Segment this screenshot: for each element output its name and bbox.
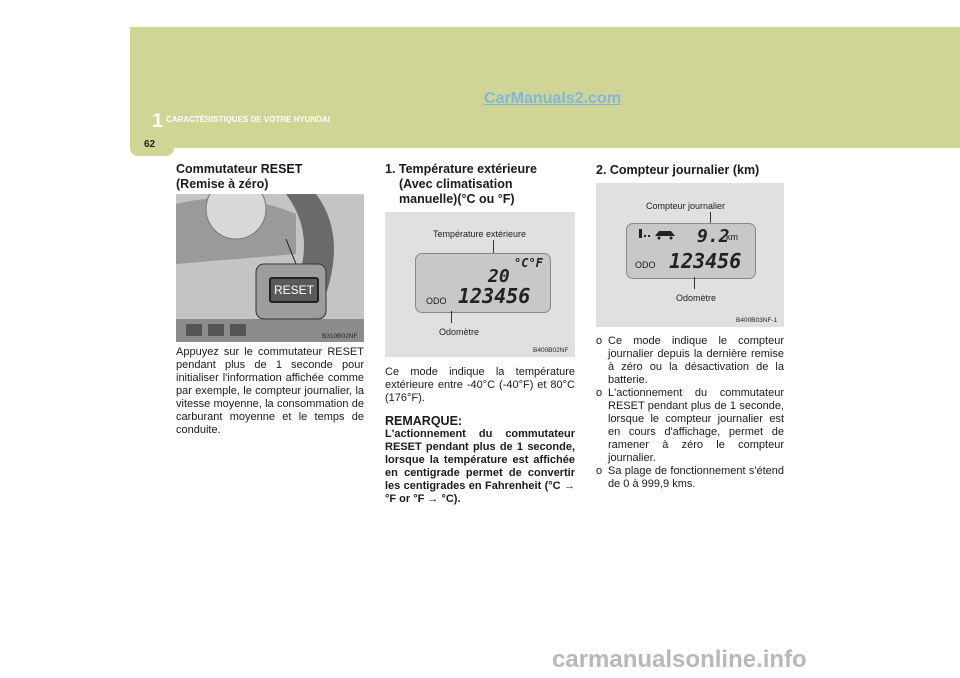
bullet-marker: o <box>596 335 603 347</box>
figure-code: B400B02NF <box>533 347 569 354</box>
odo-label: ODO <box>635 260 656 270</box>
figure-code: B310B02NF <box>322 333 358 340</box>
temp-unit: °C°F <box>514 256 543 270</box>
temperature-description: Ce mode indique la température extérieure entre -40°C (-40°F) et 80°C (176°F). <box>385 366 575 404</box>
section-title: Commutateur RESET <box>176 162 303 176</box>
bullet-text: Sa plage de fonctionnement s'étend de 0 à 999,9 kms. <box>608 465 784 490</box>
dashboard-illustration <box>176 194 364 342</box>
column-reset <box>176 162 364 192</box>
chapter-number: 1 <box>152 110 164 132</box>
section-subtitle: (Remise à zéro) <box>176 177 269 191</box>
temp-value: 20 <box>488 266 510 287</box>
site-watermark-link[interactable]: CarManuals2.com <box>484 90 621 107</box>
trip-figure <box>596 183 784 327</box>
car-door-icon <box>639 228 689 240</box>
figure-code: B400B03NF-1 <box>736 317 778 324</box>
leader-line <box>451 311 452 323</box>
temperature-text <box>385 366 575 506</box>
section-title: 1. Température extérieure <box>385 162 537 176</box>
leader-line <box>694 277 695 289</box>
trip-value: 9.2 <box>697 226 730 247</box>
odo-value: 123456 <box>458 284 531 308</box>
bullet-marker: o <box>596 465 603 477</box>
chapter-title: CARACTÉRISTIQUES DE VOTRE HYUNDAI <box>166 115 331 124</box>
remark-title: REMARQUE: <box>385 414 463 428</box>
header-band <box>130 27 960 148</box>
odo-value: 123456 <box>669 249 742 273</box>
label-odometer: Odomètre <box>439 327 480 337</box>
label-odometer: Odomètre <box>676 293 717 303</box>
column-temperature <box>385 162 575 207</box>
bullet-marker: o <box>596 387 603 399</box>
temperature-figure <box>385 212 575 357</box>
section-title: 2. Compteur journalier (km) <box>596 163 760 177</box>
section-subtitle: manuelle)(°C ou °F) <box>399 192 515 206</box>
column-trip <box>596 163 784 178</box>
label-trip-meter: Compteur journalier <box>646 201 726 211</box>
section-subtitle: (Avec climatisation <box>399 177 513 191</box>
list-item <box>596 335 784 387</box>
reset-photo <box>176 194 364 342</box>
trip-bullets <box>596 335 784 491</box>
reset-description: Appuyez sur le commutateur RESET pendant plus de 1 seconde pour initialiser l'information affichée comme par exemple, le compteur journalier, la vitesse moyenne, la consommation de carburant moyenne et le temps de conduite. <box>176 346 364 436</box>
bullet-text: Ce mode indique le compteur journalier depuis la dernière remise à zéro ou la désactivation de la batterie. <box>608 335 784 386</box>
footer-watermark: carmanualsonline.info <box>552 646 807 673</box>
lcd-display <box>626 223 756 279</box>
bullet-text: L'actionnement du commutateur RESET pendant plus de 1 seconde, lorsque le compteur journalier est en cours d'affichage, permet de ramener à zéro le compteur journalier. <box>608 387 784 464</box>
km-label: km <box>726 232 738 242</box>
odo-label: ODO <box>426 296 447 306</box>
label-outside-temp: Température extérieure <box>433 229 527 239</box>
reset-button[interactable]: RESET <box>269 277 319 303</box>
list-item <box>596 465 784 491</box>
page-number: 62 <box>144 139 156 150</box>
remark-body: L'actionnement du commutateur RESET pendant plus de 1 seconde, lorsque la température est affichée en centigrade permet de convertir les centigrades en Fahrenheit (°C → °F or °F → °C). <box>385 428 575 505</box>
list-item <box>596 387 784 465</box>
lcd-display <box>415 253 551 313</box>
